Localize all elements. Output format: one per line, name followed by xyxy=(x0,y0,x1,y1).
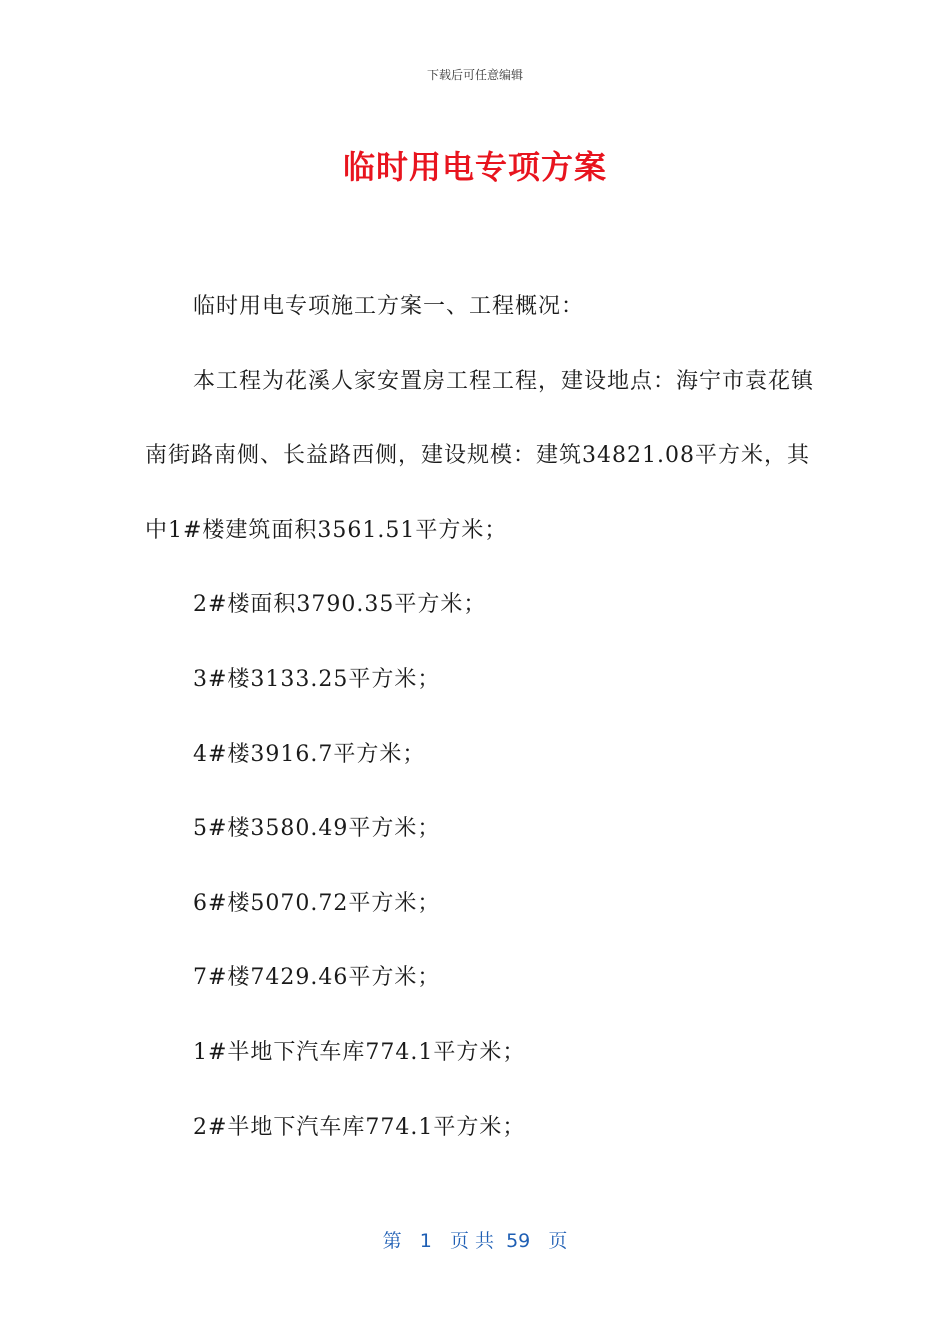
paragraph: 5#楼3580.49平方米； xyxy=(193,816,441,842)
paragraph: 临时用电专项施工方案一、工程概况： xyxy=(193,294,585,319)
paragraph: 1#半地下汽车库774.1平方米； xyxy=(193,1039,526,1065)
page-suffix: 页 xyxy=(548,1230,568,1252)
paragraph: 6#楼5070.72平方米； xyxy=(193,890,441,916)
paragraph: 3#楼3133.25平方米； xyxy=(193,666,441,692)
document-title: 临时用电专项方案 xyxy=(342,148,607,186)
paragraph: 7#楼7429.46平方米； xyxy=(193,965,441,991)
paragraph: 本工程为花溪人家安置房工程工程，建设地点：海宁市袁花镇南街路南侧、长益路西侧，建设规模：建筑34821.08平方米，其中1#楼建筑面积3561.51平方米； xyxy=(145,368,815,543)
page-prefix: 第 xyxy=(382,1230,402,1252)
document-body xyxy=(145,270,815,1165)
paragraph: 2#楼面积3790.35平方米； xyxy=(193,592,487,618)
page-footer xyxy=(0,1226,950,1253)
page-middle: 页 共 xyxy=(449,1230,494,1252)
header-note: 下载后可任意编辑 xyxy=(426,68,523,82)
page-number: 1 xyxy=(419,1230,432,1252)
paragraph: 2#半地下汽车库774.1平方米； xyxy=(193,1114,526,1140)
total-pages: 59 xyxy=(506,1230,531,1252)
paragraph: 4#楼3916.7平方米； xyxy=(193,741,426,767)
